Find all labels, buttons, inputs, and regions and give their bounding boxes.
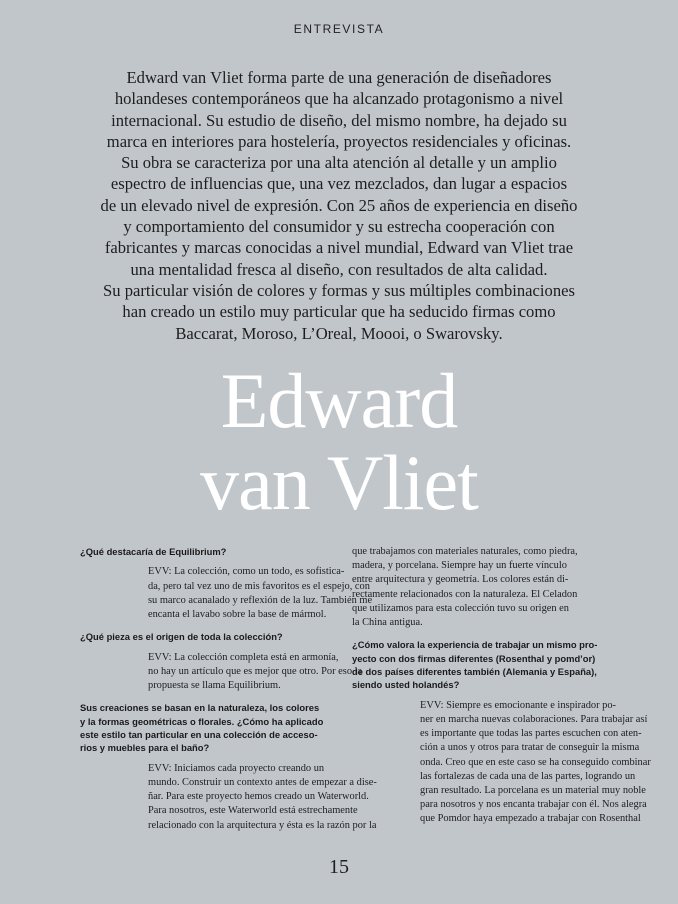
answer-line: su marco acanalado y reflexión de la luz. También me bbox=[148, 594, 373, 606]
answer-line: que Pomdor haya empezado a trabajar con Rosenthal bbox=[420, 813, 641, 825]
question-line: yecto con dos firmas diferentes (Rosenthal y pomd’or) bbox=[352, 652, 596, 664]
question-3 bbox=[80, 701, 342, 755]
intro-line: Baccarat, Moroso, L’Oreal, Moooi, o Swarovsky. bbox=[175, 323, 503, 343]
answer-line: EVV: La colección, como un todo, es sofistica- bbox=[148, 566, 345, 578]
answer-line: encanta el lavabo sobre la base de mármol. bbox=[148, 609, 327, 621]
answer-line: que trabajamos con materiales naturales, como piedra, bbox=[352, 546, 578, 557]
answer-line: mundo. Construir un contexto antes de empezar a dise- bbox=[148, 777, 377, 789]
answer-line: propuesta se llama Equilibrium. bbox=[148, 680, 281, 692]
answer-line: rectamente relacionados con la naturaleza. El Celadon bbox=[352, 588, 578, 600]
answer-3 bbox=[80, 762, 377, 833]
question-line: ¿Cómo valora la experiencia de trabajar un mismo pro- bbox=[352, 639, 598, 651]
question-line: Sus creaciones se basan en la naturaleza, los colores bbox=[80, 702, 320, 714]
question-line: siendo usted holandés? bbox=[352, 679, 460, 691]
intro-paragraph bbox=[70, 67, 608, 344]
intro-line: marca en interiores para hostelería, proyectos residenciales y oficinas. bbox=[106, 131, 572, 151]
answer-line: EVV: La colección completa está en armonía, bbox=[148, 651, 339, 663]
question-line: de dos países diferentes también (Alemania y España), bbox=[352, 666, 597, 678]
title-line-2: van Vliet bbox=[200, 439, 478, 526]
intro-line: de un elevado nivel de expresión. Con 25 años de experiencia en diseño bbox=[100, 195, 578, 215]
answer-3-continued bbox=[352, 545, 614, 630]
answer-line: es importante que todas las partes escuchen con aten- bbox=[420, 728, 642, 740]
question-4 bbox=[352, 638, 614, 692]
intro-line: holandeses contemporáneos que ha alcanzado protagonismo a nivel bbox=[114, 89, 564, 109]
answer-1 bbox=[80, 565, 373, 622]
left-column bbox=[80, 545, 377, 841]
question-line: ¿Qué destacaría de Equilibrium? bbox=[80, 546, 227, 557]
answer-line: ción a unos y otros para tratar de conseguir la misma bbox=[420, 742, 640, 754]
answer-line: Para nosotros, este Waterworld está estrechamente bbox=[148, 805, 358, 817]
answer-line: entre arquitectura y geometría. Los colores están di- bbox=[352, 574, 569, 586]
intro-line: espectro de influencias que, una vez mezclados, dan lugar a espacios bbox=[110, 174, 568, 194]
intro-line: fabricantes y marcas conocidas a nivel mundial, Edward van Vliet trae bbox=[104, 238, 574, 258]
answer-line: EVV: Siempre es emocionante e inspirador po- bbox=[420, 699, 617, 711]
answer-line: que utilizamos para esta colección tuvo su origen en bbox=[352, 602, 569, 614]
page-number: 15 bbox=[329, 856, 349, 878]
intro-line: han creado un estilo muy particular que ha seducido firmas como bbox=[122, 302, 556, 322]
intro-line: y comportamiento del consumidor y su estrecha cooperación con bbox=[123, 217, 555, 237]
intro-line: una mentalidad fresca al diseño, con resultados de alta calidad. bbox=[130, 259, 548, 279]
answer-line: no hay un artículo que es mejor que otro. Por eso la bbox=[148, 665, 363, 677]
answer-line: las fortalezas de cada una de las partes, logrando un bbox=[420, 770, 636, 782]
question-1 bbox=[80, 545, 342, 558]
question-line: este estilo tan particular en una colección de acceso- bbox=[80, 729, 318, 741]
answer-4 bbox=[352, 699, 651, 827]
question-2 bbox=[80, 630, 342, 643]
section-label: ENTREVISTA bbox=[293, 22, 385, 36]
answer-line: madera, y porcelana. Siempre hay un fuerte vínculo bbox=[352, 560, 567, 572]
page-title bbox=[0, 357, 678, 526]
question-line: rios y muebles para el baño? bbox=[80, 742, 210, 754]
question-line: y la formas geométricas o florales. ¿Cómo ha aplicado bbox=[80, 715, 324, 727]
intro-line: Edward van Vliet forma parte de una generación de diseñadores bbox=[126, 68, 552, 87]
answer-line: relacionado con la arquitectura y ésta es la razón por la bbox=[148, 819, 377, 831]
answer-line: para nosotros y nos encanta trabajar con él. Nos alegra bbox=[420, 799, 647, 811]
intro-line: Su obra se caracteriza por una alta atención al detalle y un amplio bbox=[121, 153, 557, 173]
answer-2 bbox=[80, 651, 363, 694]
question-line: ¿Qué pieza es el origen de toda la colección? bbox=[80, 631, 283, 643]
answer-line: gran resultado. La porcelana es un material muy noble bbox=[420, 785, 646, 797]
answer-line: da, pero tal vez uno de mis favoritos es el espejo, con bbox=[148, 580, 370, 592]
answer-line: ñar. Para este proyecto hemos creado un Waterworld. bbox=[148, 791, 369, 803]
intro-line: internacional. Su estudio de diseño, del mismo nombre, ha dejado su bbox=[111, 110, 567, 130]
answer-line: onda. Creo que en este caso se ha conseguido combinar bbox=[420, 756, 651, 768]
answer-line: la China antigua. bbox=[352, 617, 423, 629]
intro-line: Su particular visión de colores y formas y sus múltiples combinaciones bbox=[103, 280, 575, 300]
answer-line: EVV: Iniciamos cada proyecto creando un bbox=[148, 762, 325, 774]
answer-line: ner en marcha nuevas colaboraciones. Para trabajar así bbox=[420, 714, 648, 726]
right-column bbox=[352, 545, 651, 835]
title-line-1: Edward bbox=[220, 357, 458, 444]
